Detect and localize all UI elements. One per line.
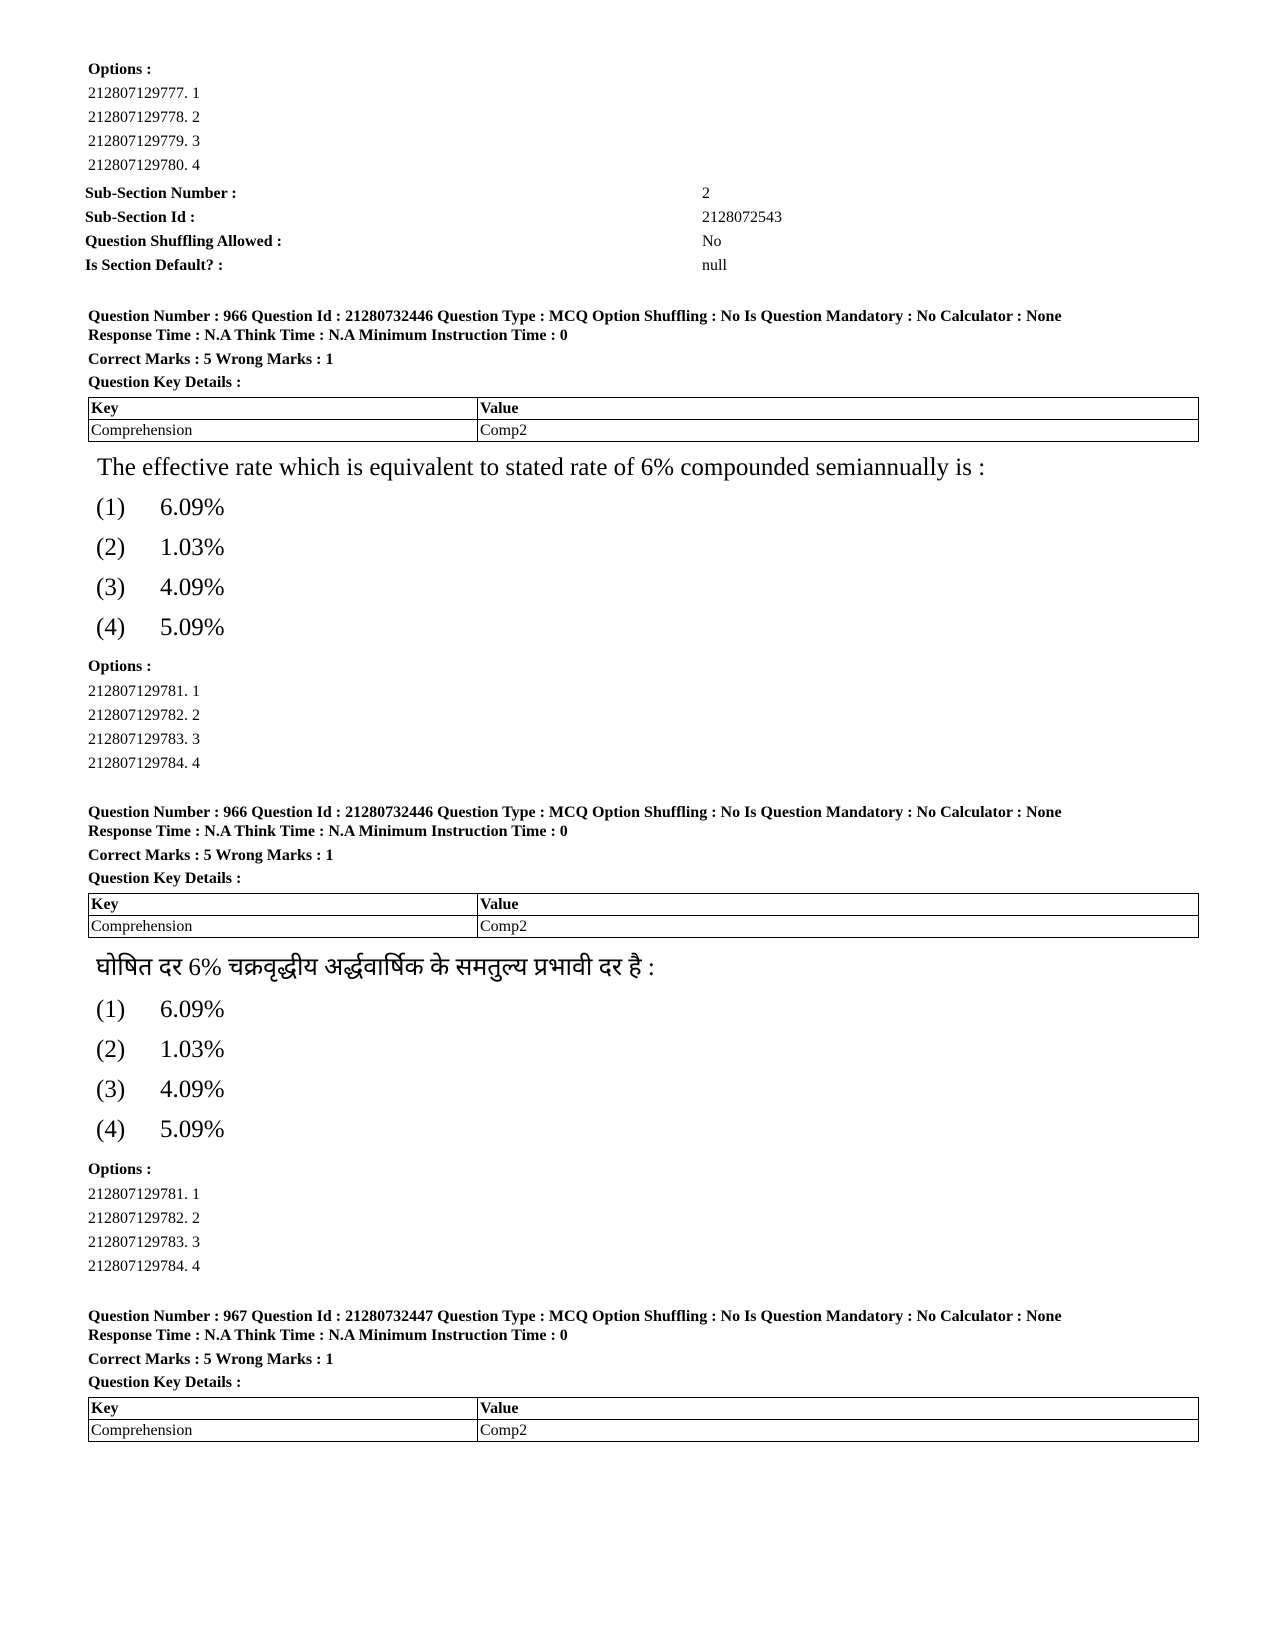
subsection-key: Sub-Section Number : bbox=[85, 185, 237, 202]
choice-value: 6.09% bbox=[160, 996, 225, 1023]
choice-value: 1.03% bbox=[160, 1036, 225, 1063]
key-details-table bbox=[88, 397, 1199, 442]
option-id: 212807129781. 1 bbox=[88, 1186, 200, 1203]
choice-item bbox=[96, 1030, 225, 1070]
table-header-key: Key bbox=[89, 398, 478, 420]
key-details-table bbox=[88, 893, 1199, 938]
table-header-value: Value bbox=[478, 894, 1199, 916]
table-cell-value: Comp2 bbox=[478, 420, 1199, 442]
choice-number: (4) bbox=[96, 614, 126, 641]
choice-item bbox=[96, 528, 225, 568]
choice-item bbox=[96, 608, 225, 648]
choice-value: 4.09% bbox=[160, 574, 225, 601]
choice-value: 5.09% bbox=[160, 614, 225, 641]
choice-number: (3) bbox=[96, 1076, 126, 1103]
option-id: 212807129784. 4 bbox=[88, 1258, 200, 1275]
choice-value: 6.09% bbox=[160, 494, 225, 521]
subsection-row bbox=[85, 182, 985, 206]
question-meta-line: Question Number : 967 Question Id : 21280732447 Question Type : MCQ Option Shuffling : No Is Question Mandatory : No Calculator : None bbox=[88, 1308, 1062, 1325]
choice-number: (1) bbox=[96, 996, 126, 1023]
question-meta-line: Question Number : 966 Question Id : 21280732446 Question Type : MCQ Option Shuffling : No Is Question Mandatory : No Calculator : None bbox=[88, 308, 1062, 325]
question-header bbox=[88, 803, 1062, 841]
question-meta-line: Response Time : N.A Think Time : N.A Minimum Instruction Time : 0 bbox=[88, 823, 568, 840]
table-cell-value: Comp2 bbox=[478, 1420, 1199, 1442]
choice-number: (2) bbox=[96, 1036, 126, 1063]
choice-value: 4.09% bbox=[160, 1076, 225, 1103]
subsection-row bbox=[85, 254, 985, 278]
option-id: 212807129777. 1 bbox=[88, 85, 200, 102]
choice-value: 1.03% bbox=[160, 534, 225, 561]
option-id: 212807129778. 2 bbox=[88, 109, 200, 126]
options-label: Options : bbox=[88, 658, 152, 675]
choice-list bbox=[96, 990, 225, 1150]
choice-item bbox=[96, 488, 225, 528]
choice-number: (2) bbox=[96, 534, 126, 561]
choice-number: (4) bbox=[96, 1116, 126, 1143]
question-text: The effective rate which is equivalent to stated rate of 6% compounded semiannually is : bbox=[97, 454, 986, 481]
choice-item bbox=[96, 1070, 225, 1110]
key-details-label: Question Key Details : bbox=[88, 1374, 242, 1391]
key-details-label: Question Key Details : bbox=[88, 870, 242, 887]
option-id: 212807129783. 3 bbox=[88, 1234, 200, 1251]
marks-line: Correct Marks : 5 Wrong Marks : 1 bbox=[88, 351, 334, 368]
table-cell-key: Comprehension bbox=[89, 420, 478, 442]
question-text: घोषित दर 6% चक्रवृद्धीय अर्द्धवार्षिक के समतुल्य प्रभावी दर है : bbox=[96, 954, 655, 981]
marks-line: Correct Marks : 5 Wrong Marks : 1 bbox=[88, 847, 334, 864]
table-row bbox=[89, 916, 1199, 938]
table-cell-key: Comprehension bbox=[89, 916, 478, 938]
options-label: Options : bbox=[88, 1161, 152, 1178]
table-header-key: Key bbox=[89, 894, 478, 916]
subsection-row bbox=[85, 206, 985, 230]
choice-number: (1) bbox=[96, 494, 126, 521]
question-header bbox=[88, 307, 1062, 345]
option-id: 212807129783. 3 bbox=[88, 731, 200, 748]
table-header-row bbox=[89, 1398, 1199, 1420]
subsection-key: Question Shuffling Allowed : bbox=[85, 233, 282, 250]
question-meta-line: Response Time : N.A Think Time : N.A Minimum Instruction Time : 0 bbox=[88, 327, 568, 344]
options-label: Options : bbox=[88, 61, 152, 78]
subsection-key: Is Section Default? : bbox=[85, 257, 224, 274]
question-meta-line: Response Time : N.A Think Time : N.A Minimum Instruction Time : 0 bbox=[88, 1327, 568, 1344]
subsection-value: 2128072543 bbox=[702, 209, 782, 226]
table-header-key: Key bbox=[89, 1398, 478, 1420]
option-id: 212807129780. 4 bbox=[88, 157, 200, 174]
table-row bbox=[89, 420, 1199, 442]
subsection-row bbox=[85, 230, 985, 254]
choice-number: (3) bbox=[96, 574, 126, 601]
question-meta-line: Question Number : 966 Question Id : 21280732446 Question Type : MCQ Option Shuffling : No Is Question Mandatory : No Calculator : None bbox=[88, 804, 1062, 821]
table-row bbox=[89, 1420, 1199, 1442]
choice-item bbox=[96, 990, 225, 1030]
choice-item bbox=[96, 568, 225, 608]
table-header-row bbox=[89, 398, 1199, 420]
key-details-table bbox=[88, 1397, 1199, 1442]
subsection-info bbox=[85, 182, 985, 278]
marks-line: Correct Marks : 5 Wrong Marks : 1 bbox=[88, 1351, 334, 1368]
table-header-value: Value bbox=[478, 398, 1199, 420]
table-header-row bbox=[89, 894, 1199, 916]
options-list bbox=[88, 1183, 200, 1279]
question-header bbox=[88, 1307, 1062, 1345]
subsection-value: 2 bbox=[702, 185, 710, 202]
options-list bbox=[88, 680, 200, 776]
option-id: 212807129779. 3 bbox=[88, 133, 200, 150]
choice-value: 5.09% bbox=[160, 1116, 225, 1143]
options-list bbox=[88, 82, 200, 178]
subsection-value: No bbox=[702, 233, 722, 250]
choice-item bbox=[96, 1110, 225, 1150]
subsection-value: null bbox=[702, 257, 727, 274]
subsection-key: Sub-Section Id : bbox=[85, 209, 196, 226]
option-id: 212807129781. 1 bbox=[88, 683, 200, 700]
table-cell-key: Comprehension bbox=[89, 1420, 478, 1442]
option-id: 212807129782. 2 bbox=[88, 1210, 200, 1227]
choice-list bbox=[96, 488, 225, 648]
table-cell-value: Comp2 bbox=[478, 916, 1199, 938]
table-header-value: Value bbox=[478, 1398, 1199, 1420]
option-id: 212807129784. 4 bbox=[88, 755, 200, 772]
key-details-label: Question Key Details : bbox=[88, 374, 242, 391]
option-id: 212807129782. 2 bbox=[88, 707, 200, 724]
